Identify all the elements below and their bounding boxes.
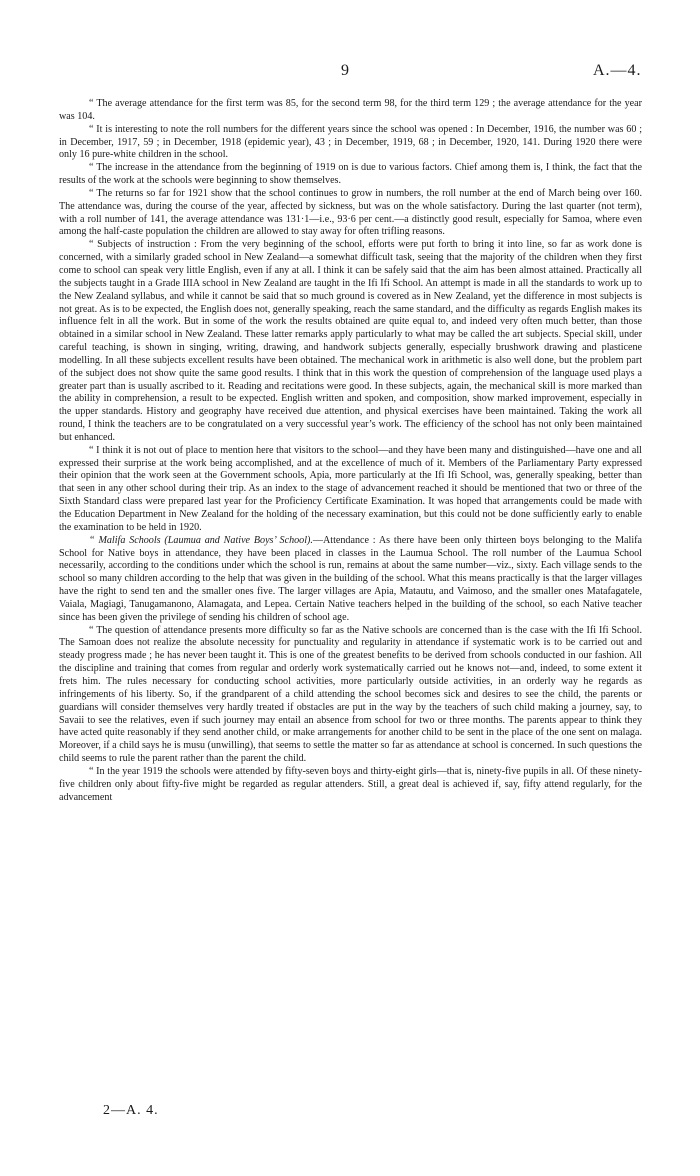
paragraph: “ The returns so far for 1921 show that the school continues to grow in numbers, the roll number at the end of March being over 160. The attendance was, during the course of the year, affected by sickness, but was on the whole satisfactory. During the last quarter (not term), with a roll number of 141, the average attendance was 131·1—i.e., 93·6 per cent.—a distinctly good result, especially for Samoa, where even among the half-caste population the children are allowed to stay away for often trifling reasons. <box>59 187 642 238</box>
paragraph <box>59 535 642 625</box>
paragraph: “ Subjects of instruction : From the very beginning of the school, efforts were put forth to bring it into line, so far as work done is concerned, with a similarly graded school in New Zealand—a somewhat difficult task, seeing that the majority of the children when they first come to school can speak very little English, even if any at all. I think it can be safely said that the aim has been almost attained. Practically all the subjects taught in a Grade IIIA school in New Zealand are taught in the Ifi Ifi School. An attempt is made in all the standards to work up to the New Zealand syllabus, and while it cannot be said that so much ground is covered as in New Zealand, yet the difference in most subjects is not great. As is to be expected, the English does not, generally speaking, reach the same standard, and the difficulty as regards English makes its influence felt in all the work. But in some of the work the results obtained are quite equal to, and indeed very often much better, than those obtained in a similar school in New Zealand. These latter remarks apply particularly to what may be called the art subjects. Special skill, under careful teaching, is shown in singing, writing, drawing, and handwork subjects generally, especially brushwork drawing and plasticene modelling. In all these subjects excellent results have been obtained. The mechanical work in arithmetic is also well done, but the problem part of the subject does not show quite the same good results. I think that in this work the question of comprehension of the language used plays a greater part than is usually ascribed to it. Reading and recitations were good. In these subjects, again, the mechanical skill is more marked than the ability in comprehension, a result to be expected. English written and spoken, and composition, show marked improvement, especially in the upper standards. History and geography have received due attention, and physical exercises have been maintained. Taking the work all round, I think the teachers are to be congratulated on a very successful year’s work. The efficiency of the school has not only been maintained but enhanced. <box>59 239 642 443</box>
paragraph: “ In the year 1919 the schools were attended by fifty-seven boys and thirty-eight girls—that is, ninety-five pupils in all. Of these ninety-five children only about fifty-five might be regarded as regular attenders. Still, a great deal is achieved if, say, fifty attend regularly, for the advancement <box>59 765 642 803</box>
document-reference: A.—4. <box>593 62 642 79</box>
paragraph: “ The increase in the attendance from the beginning of 1919 on is due to various factors. Chief among them is, I think, the fact that the results of the work at the schools were beginning to show themselves. <box>59 162 642 187</box>
paragraph: “ It is interesting to note the roll numbers for the different years since the school was opened : In December, 1916, the number was 60 ; in December, 1917, 59 ; in December, 1918 (epidemic year), 43 ; in December, 1919, 68 ; in December, 1920, 141. During 1920 there were only 16 pure-white children in the school. <box>59 123 642 161</box>
section-heading: “ Malifa Schools (Laumua and Native Boys’ School). <box>89 534 313 546</box>
page-number: 9 <box>341 62 350 79</box>
paragraph: “ I think it is not out of place to mention here that visitors to the school—and they have been many and distinguished—have one and all expressed their surprise at the work being accomplished, and at the excellence of much of it. Members of the Parliamentary Party expressed their opinion that the work seen at the Government schools, Apia, more particularly at the Ifi Ifi School, was, generally speaking, better than that seen in any other school during their trip. As an index to the stage of advancement reached it should be mentioned that two or three of the Sixth Standard class were prepared last year for the Proficiency Certificate Examination. It was hoped that arrangements could be made with the Education Department in New Zealand for the holding of the necessary examination, but this could not be done sufficiently early to enable the examination to be held in 1920. <box>59 444 642 533</box>
paragraph-text: —Attendance : As there have been only thirteen boys belonging to the Malifa School for Native boys in attendance, they have been placed in classes in the Laumua School. The roll number of the Laumua School necessarily, according to the conditions under which the school is run, remains at about the same number—viz., sixty. Each village sends to the school so many children according to the help that was given in the building of the school. What this means practically is that the larger villages have the right to send ten and the smaller ones five. The larger villages are Apia, Matautu, and Vaimoso, and the smaller ones Matafagatele, Vaiala, Magiagi, Tanugamanono, Alamagata, and Lepea. Certain Native teachers helped in the building of the school, so each Native teacher since has been given the privilege of sending his children of school age. <box>59 534 642 623</box>
footer-reference: 2—A. 4. <box>103 1103 159 1118</box>
paragraph: “ The average attendance for the first term was 85, for the second term 98, for the third term 129 ; the average attendance for the year was 104. <box>59 98 642 122</box>
paragraph: “ The question of attendance presents more difficulty so far as the Native schools are concerned than is the case with the Ifi Ifi School. The Samoan does not realize the absolute necessity for punctuality and regularity in attendance if systematic work is to be carried out and steady progress made ; he has never been taught it. This is one of the greatest benefits to be derived from schools conducted in our fashion. All the discipline and training that comes from regular and orderly work systematically carried out he knows not—and, indeed, to some extent it frets him. The rules necessary for conducting school activities, more particularly outside activities, in an orderly way he regards as infringements of his liberty. So, if the grandparent of a child attending the school becomes sick and desires to see the child, the parents or guardians will consider themselves very hardly treated if obstacles are put in the way by the teachers of such child making a journey, say, to Savaii to see the relatives, even if such journey may entail an absence from school for two or three months. The parents appear to think they have acted quite reasonably if they send another child, or make arrangements for another child to be sent in the place of the one sent on malaga. Moreover, if a child says he is musu (unwilling), that seems to settle the matter so far as attendance at school is concerned. In such questions the child seems to rule the parent rather than the parent the child. <box>59 624 642 765</box>
body-text <box>59 98 642 804</box>
